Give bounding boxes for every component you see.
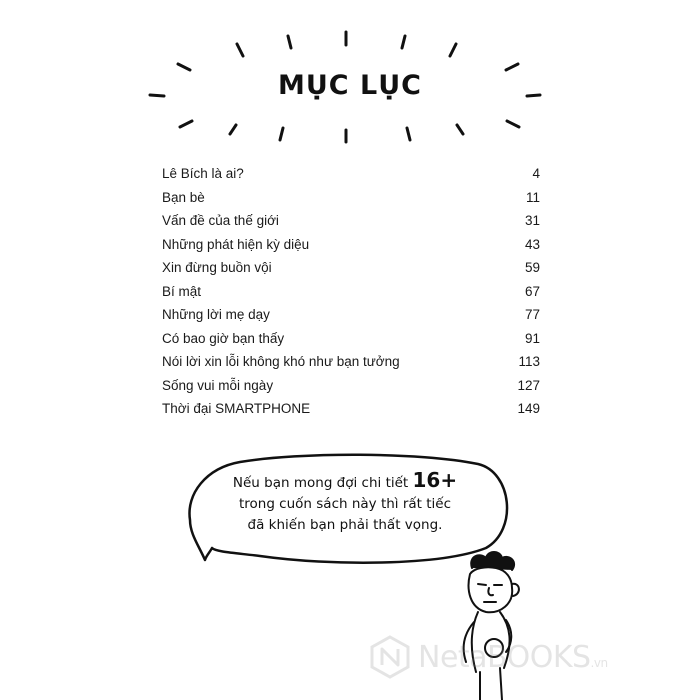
- toc-page: 127: [517, 377, 540, 393]
- toc-page: 43: [524, 236, 540, 252]
- toc-label: Vấn đề của thế giới: [162, 213, 279, 228]
- toc-label: Lê Bích là ai?: [162, 166, 244, 181]
- toc-page: 77: [524, 307, 540, 322]
- toc-label: Bạn bè: [162, 189, 205, 205]
- toc-label: Bí mật: [162, 283, 202, 299]
- bubble-line-2: trong cuốn sách này thì rất tiếc: [238, 496, 452, 512]
- toc-page: 113: [518, 354, 540, 369]
- toc-label: Có bao giờ bạn thấy: [162, 330, 285, 346]
- bubble-line-1-text: Nếu bạn mong đợi chi tiết: [232, 475, 413, 491]
- netabooks-logo-icon: [370, 635, 410, 679]
- toc-page: 149: [517, 401, 540, 416]
- toc-page: 59: [524, 260, 540, 275]
- bubble-line-3: đã khiến bạn phải thất vọng.: [247, 517, 443, 533]
- toc-label: Xin đừng buồn vội: [162, 260, 272, 275]
- toc-page: 67: [524, 283, 540, 299]
- toc-label: Sống vui mỗi ngày: [162, 377, 274, 393]
- watermark-text: [418, 640, 608, 675]
- page-title: MỤC LỤC: [278, 70, 422, 101]
- age-rating-text: 16+: [412, 468, 458, 492]
- toc-page: 91: [524, 330, 540, 346]
- netabooks-watermark: [370, 632, 690, 682]
- toc-page: 31: [524, 213, 540, 228]
- speech-bubble-text: [210, 470, 480, 536]
- toc-label: Những phát hiện kỳ diệu: [162, 236, 310, 252]
- toc-page: 11: [525, 189, 540, 205]
- toc-label: Nói lời xin lỗi không khó như bạn tưởng: [162, 354, 400, 369]
- toc-label: Những lời mẹ dạy: [162, 307, 270, 322]
- toc-page: 4: [532, 166, 540, 181]
- watermark-brand: NetaBOOKS: [418, 639, 591, 675]
- toc-label: Thời đại SMARTPHONE: [162, 401, 311, 416]
- bubble-line-1: [210, 470, 480, 494]
- watermark-suffix: .vn: [590, 655, 608, 670]
